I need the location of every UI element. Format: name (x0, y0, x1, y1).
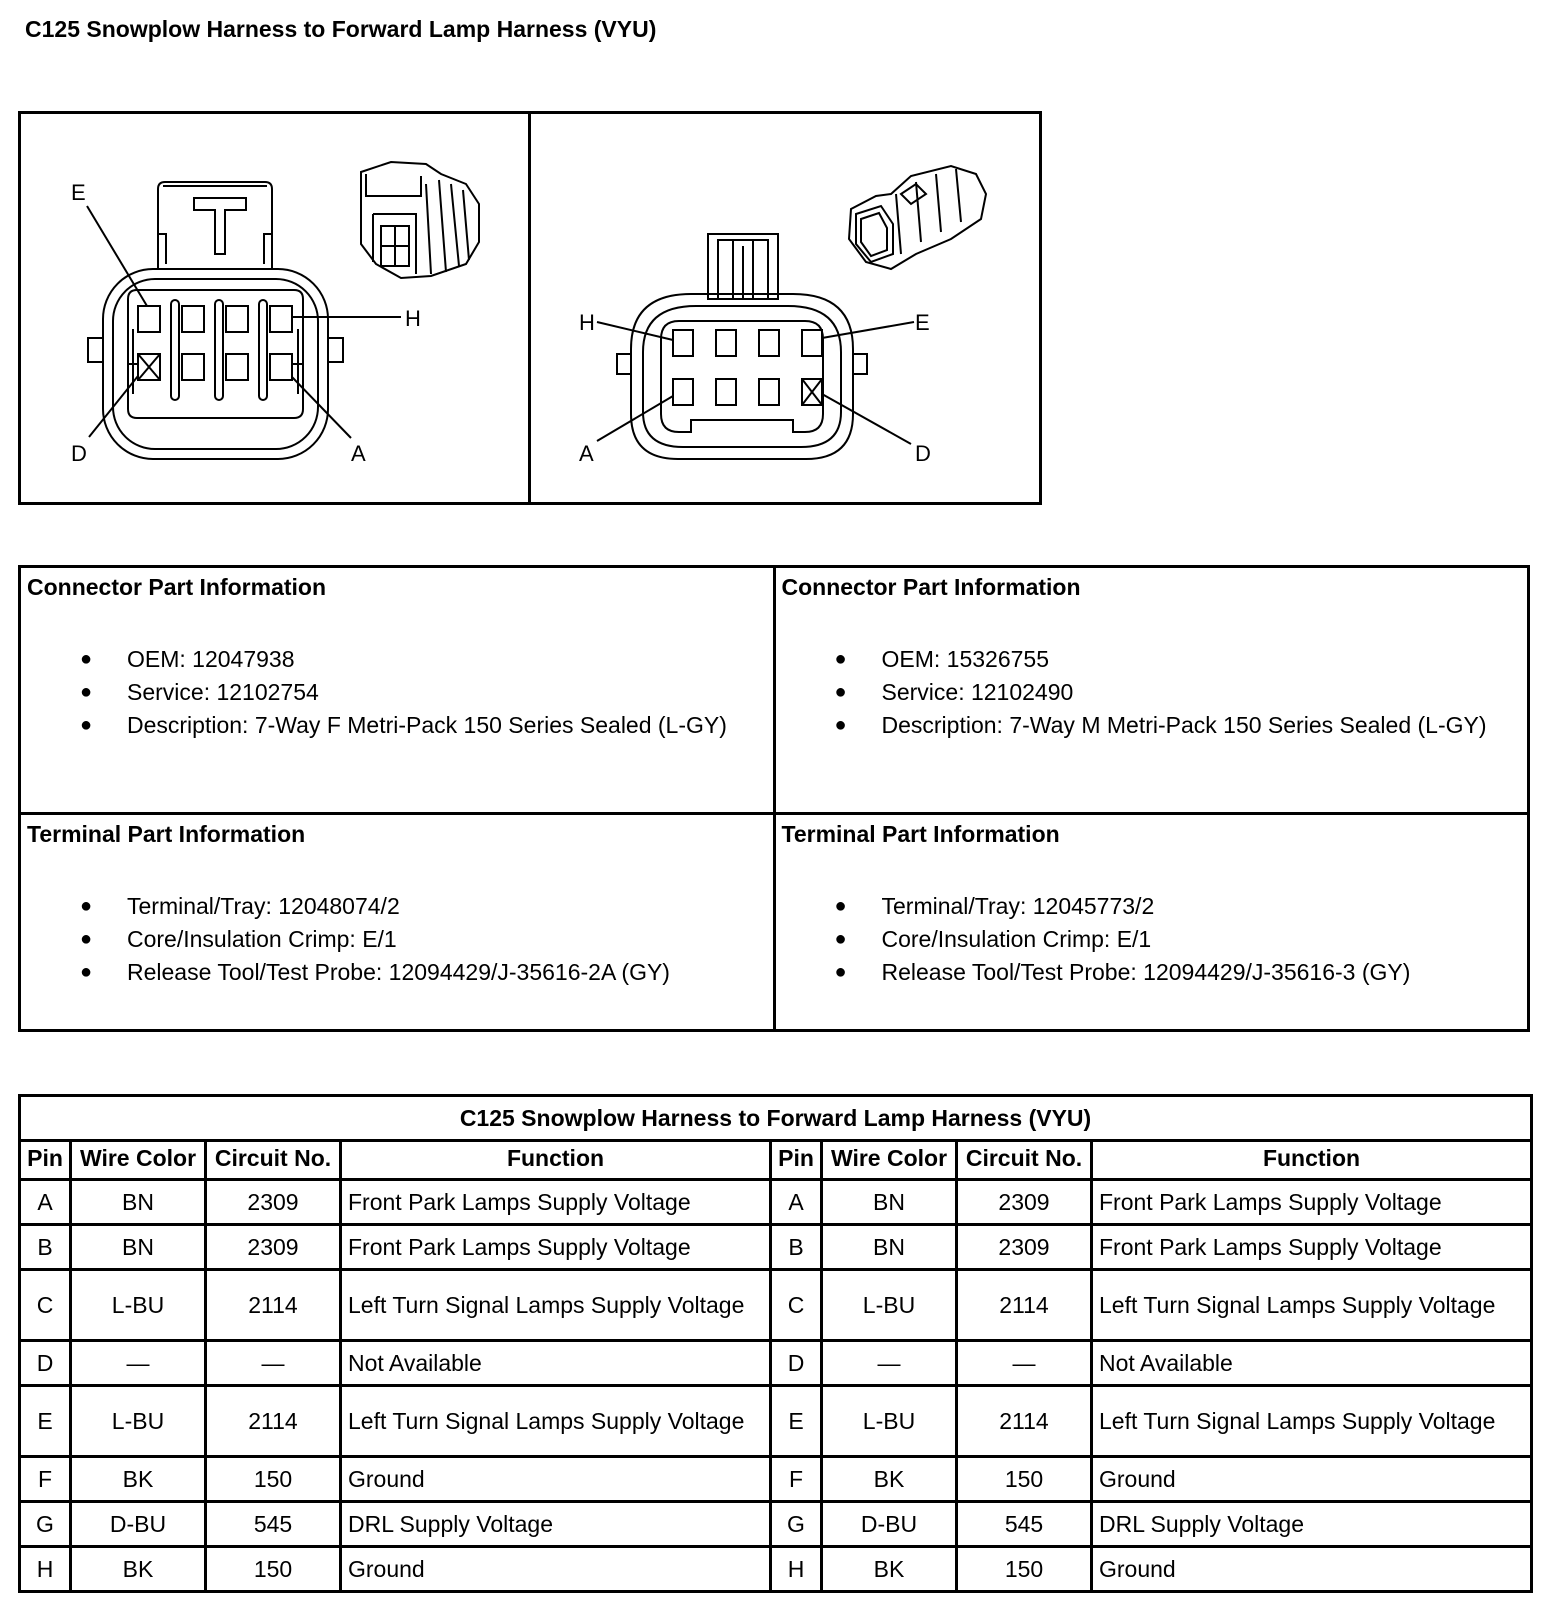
pin-cell: E (20, 1386, 71, 1457)
wire-color-cell: BN (822, 1225, 957, 1270)
wire-color-cell: BK (71, 1547, 206, 1592)
connector-diagram-panel (18, 111, 1042, 505)
pin-cell: G (771, 1502, 822, 1547)
circuit-cell: 150 (206, 1547, 341, 1592)
function-cell: Ground (1092, 1547, 1532, 1592)
circuit-cell: 150 (957, 1457, 1092, 1502)
circuit-cell: 2309 (206, 1180, 341, 1225)
wire-color-cell: L-BU (71, 1270, 206, 1341)
diagram-left-label-a: A (351, 441, 366, 466)
list-item: ● Description: 7-Way F Metri-Pack 150 Series Sealed (L-GY) (80, 712, 727, 738)
table-row (20, 1386, 1532, 1457)
circuit-cell: 2114 (206, 1386, 341, 1457)
table-row (20, 1457, 1532, 1502)
diagram-left-label-h: H (405, 306, 421, 331)
pin-cell: B (771, 1225, 822, 1270)
diagram-divider (528, 114, 531, 502)
pin-cell: G (20, 1502, 71, 1547)
right-connector-heading: Connector Part Information (781, 574, 1081, 600)
left-terminal-heading: Terminal Part Information (27, 821, 306, 847)
list-item: ● Core/Insulation Crimp: E/1 (80, 926, 397, 952)
pin-cell: C (771, 1270, 822, 1341)
list-item: ● Service: 12102490 (834, 679, 1074, 705)
circuit-cell: 150 (206, 1457, 341, 1502)
header-circuit-no: Circuit No. (206, 1141, 341, 1180)
diagram-right-label-h: H (579, 310, 595, 335)
female-connector-diagram (21, 114, 528, 502)
pin-cell: H (771, 1547, 822, 1592)
left-connector-heading: Connector Part Information (27, 574, 327, 600)
header-function: Function (1092, 1141, 1532, 1180)
wire-color-cell: L-BU (71, 1386, 206, 1457)
wire-color-cell: — (822, 1341, 957, 1386)
pin-cell: A (771, 1180, 822, 1225)
table-row (20, 1341, 1532, 1386)
table-row (20, 1180, 1532, 1225)
header-wire-color: Wire Color (822, 1141, 957, 1180)
diagram-right-label-e: E (915, 310, 930, 335)
pin-cell: C (20, 1270, 71, 1341)
part-information-table (18, 565, 1530, 1032)
pin-cell: F (771, 1457, 822, 1502)
header-circuit-no: Circuit No. (957, 1141, 1092, 1180)
header-pin: Pin (20, 1141, 71, 1180)
function-cell: Front Park Lamps Supply Voltage (1092, 1225, 1532, 1270)
function-cell: Ground (1092, 1457, 1532, 1502)
function-cell: DRL Supply Voltage (1092, 1502, 1532, 1547)
wire-color-cell: — (71, 1341, 206, 1386)
list-item: ● Service: 12102754 (80, 679, 319, 705)
diagram-left-label-e: E (71, 180, 86, 205)
wire-color-cell: BK (822, 1547, 957, 1592)
wire-color-cell: L-BU (822, 1386, 957, 1457)
list-item: ● Release Tool/Test Probe: 12094429/J-35616-2A (GY) (80, 959, 670, 985)
right-terminal-heading: Terminal Part Information (781, 821, 1060, 847)
pin-cell: H (20, 1547, 71, 1592)
list-item: ● Release Tool/Test Probe: 12094429/J-35616-3 (GY) (834, 959, 1411, 985)
list-item: ● Description: 7-Way M Metri-Pack 150 Series Sealed (L-GY) (834, 712, 1487, 738)
header-function: Function (341, 1141, 771, 1180)
circuit-cell: 545 (957, 1502, 1092, 1547)
function-cell: Left Turn Signal Lamps Supply Voltage (341, 1386, 771, 1457)
circuit-cell: 2114 (957, 1386, 1092, 1457)
header-wire-color: Wire Color (71, 1141, 206, 1180)
circuit-cell: 2309 (957, 1180, 1092, 1225)
function-cell: Left Turn Signal Lamps Supply Voltage (1092, 1386, 1532, 1457)
table-row (20, 1270, 1532, 1341)
function-cell: Left Turn Signal Lamps Supply Voltage (1092, 1270, 1532, 1341)
header-pin: Pin (771, 1141, 822, 1180)
wire-color-cell: BN (71, 1225, 206, 1270)
wire-color-cell: D-BU (822, 1502, 957, 1547)
list-item: ● OEM: 12047938 (80, 646, 295, 672)
circuit-cell: 150 (957, 1547, 1092, 1592)
male-connector-diagram (531, 114, 1041, 502)
function-cell: DRL Supply Voltage (341, 1502, 771, 1547)
pin-cell: E (771, 1386, 822, 1457)
function-cell: Front Park Lamps Supply Voltage (1092, 1180, 1532, 1225)
pin-cell: B (20, 1225, 71, 1270)
function-cell: Ground (341, 1547, 771, 1592)
left-connector-info (20, 567, 775, 814)
list-item: ● Terminal/Tray: 12045773/2 (834, 893, 1155, 919)
circuit-cell: — (957, 1341, 1092, 1386)
pinout-caption: C125 Snowplow Harness to Forward Lamp Harness (VYU) (20, 1096, 1532, 1141)
pin-cell: A (20, 1180, 71, 1225)
wire-color-cell: BN (71, 1180, 206, 1225)
function-cell: Not Available (341, 1341, 771, 1386)
pin-cell: D (771, 1341, 822, 1386)
wire-color-cell: BK (822, 1457, 957, 1502)
list-item: ● Core/Insulation Crimp: E/1 (834, 926, 1152, 952)
table-row (20, 1547, 1532, 1592)
wire-color-cell: BN (822, 1180, 957, 1225)
table-row (20, 1502, 1532, 1547)
circuit-cell: 2114 (206, 1270, 341, 1341)
function-cell: Front Park Lamps Supply Voltage (341, 1225, 771, 1270)
wire-color-cell: L-BU (822, 1270, 957, 1341)
function-cell: Not Available (1092, 1341, 1532, 1386)
pinout-header-row (20, 1141, 1532, 1180)
pin-cell: D (20, 1341, 71, 1386)
wire-color-cell: BK (71, 1457, 206, 1502)
circuit-cell: — (206, 1341, 341, 1386)
wire-color-cell: D-BU (71, 1502, 206, 1547)
right-terminal-info (774, 814, 1529, 1031)
diagram-right-label-a: A (579, 441, 594, 466)
circuit-cell: 2309 (206, 1225, 341, 1270)
list-item: ● Terminal/Tray: 12048074/2 (80, 893, 400, 919)
pinout-table (18, 1094, 1533, 1593)
right-connector-info (774, 567, 1529, 814)
function-cell: Left Turn Signal Lamps Supply Voltage (341, 1270, 771, 1341)
left-terminal-info (20, 814, 775, 1031)
table-row (20, 1225, 1532, 1270)
diagram-right-label-d: D (915, 441, 931, 466)
page-title: C125 Snowplow Harness to Forward Lamp Harness (VYU) (25, 16, 657, 42)
circuit-cell: 2114 (957, 1270, 1092, 1341)
pin-cell: F (20, 1457, 71, 1502)
function-cell: Ground (341, 1457, 771, 1502)
list-item: ● OEM: 15326755 (834, 646, 1050, 672)
diagram-left-label-d: D (71, 441, 87, 466)
circuit-cell: 2309 (957, 1225, 1092, 1270)
circuit-cell: 545 (206, 1502, 341, 1547)
function-cell: Front Park Lamps Supply Voltage (341, 1180, 771, 1225)
